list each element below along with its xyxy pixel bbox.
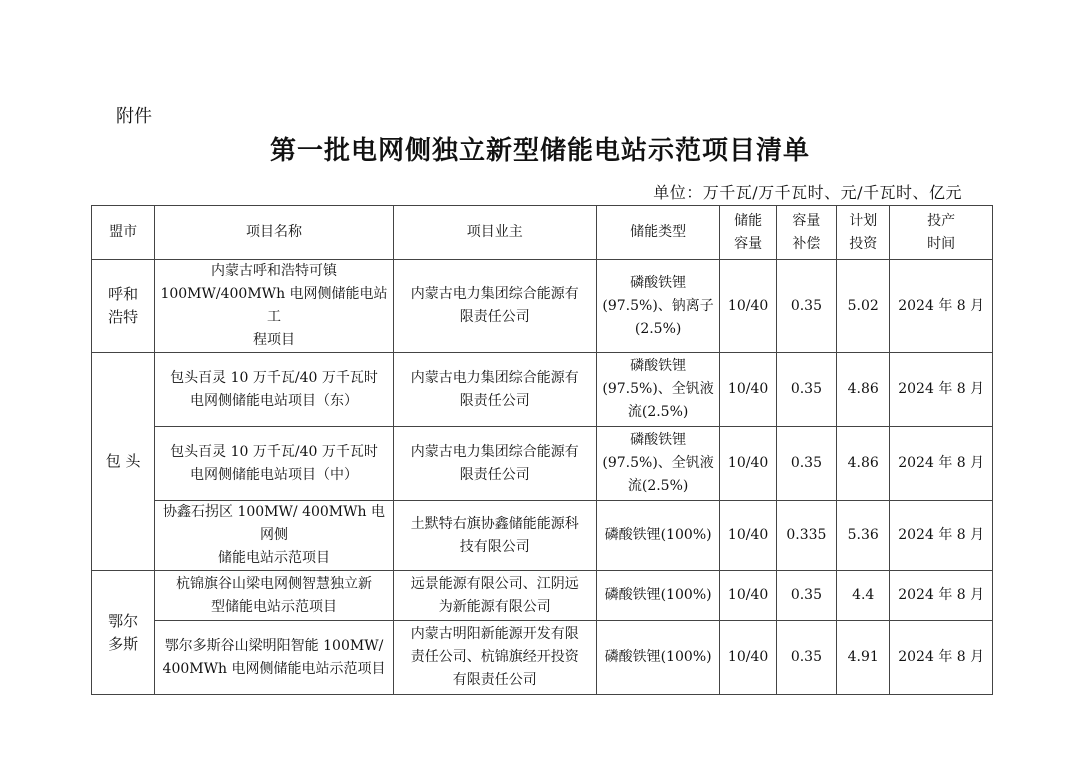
header-name: 项目名称 [155,206,393,260]
capacity-cell: 10/40 [720,571,776,621]
header-compensation: 容量 补偿 [776,206,836,260]
production-cell: 2024 年 8 月 [890,571,993,621]
production-cell: 2024 年 8 月 [890,427,993,501]
page-title: 第一批电网侧独立新型储能电站示范项目清单 [269,136,810,166]
project-name-cell: 包头百灵 10 万千瓦/40 万千瓦时 电网侧储能电站项目（东） [155,353,393,427]
table-row [92,621,993,695]
production-cell: 2024 年 8 月 [890,501,993,571]
type-cell: 磷酸铁锂(100%) [596,571,720,621]
project-name-cell: 内蒙古呼和浩特可镇 100MW/400MWh 电网侧储能电站工 程项目 [155,260,393,353]
header-city: 盟市 [92,206,155,260]
investment-cell: 4.4 [837,571,890,621]
investment-cell: 4.86 [837,353,890,427]
type-cell: 磷酸铁锂(100%) [596,621,720,695]
type-cell: 磷酸铁锂 (97.5%)、全钒液 流(2.5%) [596,353,720,427]
compensation-cell: 0.35 [776,260,836,353]
header-capacity: 储能 容量 [720,206,776,260]
type-cell: 磷酸铁锂 (97.5%)、钠离子 (2.5%) [596,260,720,353]
investment-cell: 5.02 [837,260,890,353]
table-row [92,501,993,571]
project-name-cell: 协鑫石拐区 100MW/ 400MWh 电网侧 储能电站示范项目 [155,501,393,571]
table-row [92,571,993,621]
compensation-cell: 0.35 [776,353,836,427]
table-row [92,427,993,501]
header-type: 储能类型 [596,206,720,260]
compensation-cell: 0.35 [776,571,836,621]
header-production: 投产 时间 [890,206,993,260]
project-name-cell: 鄂尔多斯谷山梁明阳智能 100MW/ 400MWh 电网侧储能电站示范项目 [155,621,393,695]
city-cell: 鄂尔 多斯 [92,571,155,695]
city-cell: 呼和 浩特 [92,260,155,353]
project-name-cell: 包头百灵 10 万千瓦/40 万千瓦时 电网侧储能电站项目（中） [155,427,393,501]
owner-cell: 内蒙古电力集团综合能源有 限责任公司 [393,353,596,427]
investment-cell: 4.91 [837,621,890,695]
header-investment: 计划 投资 [837,206,890,260]
owner-cell: 内蒙古电力集团综合能源有 限责任公司 [393,427,596,501]
table-row [92,353,993,427]
owner-cell: 内蒙古明阳新能源开发有限 责任公司、杭锦旗经开投资 有限责任公司 [393,621,596,695]
table-header-row [92,206,993,260]
owner-cell: 土默特右旗协鑫储能能源科 技有限公司 [393,501,596,571]
production-cell: 2024 年 8 月 [890,353,993,427]
header-owner: 项目业主 [393,206,596,260]
production-cell: 2024 年 8 月 [890,621,993,695]
capacity-cell: 10/40 [720,501,776,571]
production-cell: 2024 年 8 月 [890,260,993,353]
type-cell: 磷酸铁锂 (97.5%)、全钒液 流(2.5%) [596,427,720,501]
attachment-label: 附件 [116,106,152,127]
owner-cell: 远景能源有限公司、江阴远 为新能源有限公司 [393,571,596,621]
capacity-cell: 10/40 [720,260,776,353]
capacity-cell: 10/40 [720,621,776,695]
compensation-cell: 0.35 [776,621,836,695]
type-cell: 磷酸铁锂(100%) [596,501,720,571]
capacity-cell: 10/40 [720,353,776,427]
investment-cell: 4.86 [837,427,890,501]
compensation-cell: 0.335 [776,501,836,571]
city-cell: 包 头 [92,353,155,571]
capacity-cell: 10/40 [720,427,776,501]
project-name-cell: 杭锦旗谷山梁电网侧智慧独立新 型储能电站示范项目 [155,571,393,621]
table-row [92,260,993,353]
project-table [91,205,993,695]
unit-note: 单位：万千瓦/万千瓦时、元/千瓦时、亿元 [653,183,962,202]
compensation-cell: 0.35 [776,427,836,501]
owner-cell: 内蒙古电力集团综合能源有 限责任公司 [393,260,596,353]
investment-cell: 5.36 [837,501,890,571]
